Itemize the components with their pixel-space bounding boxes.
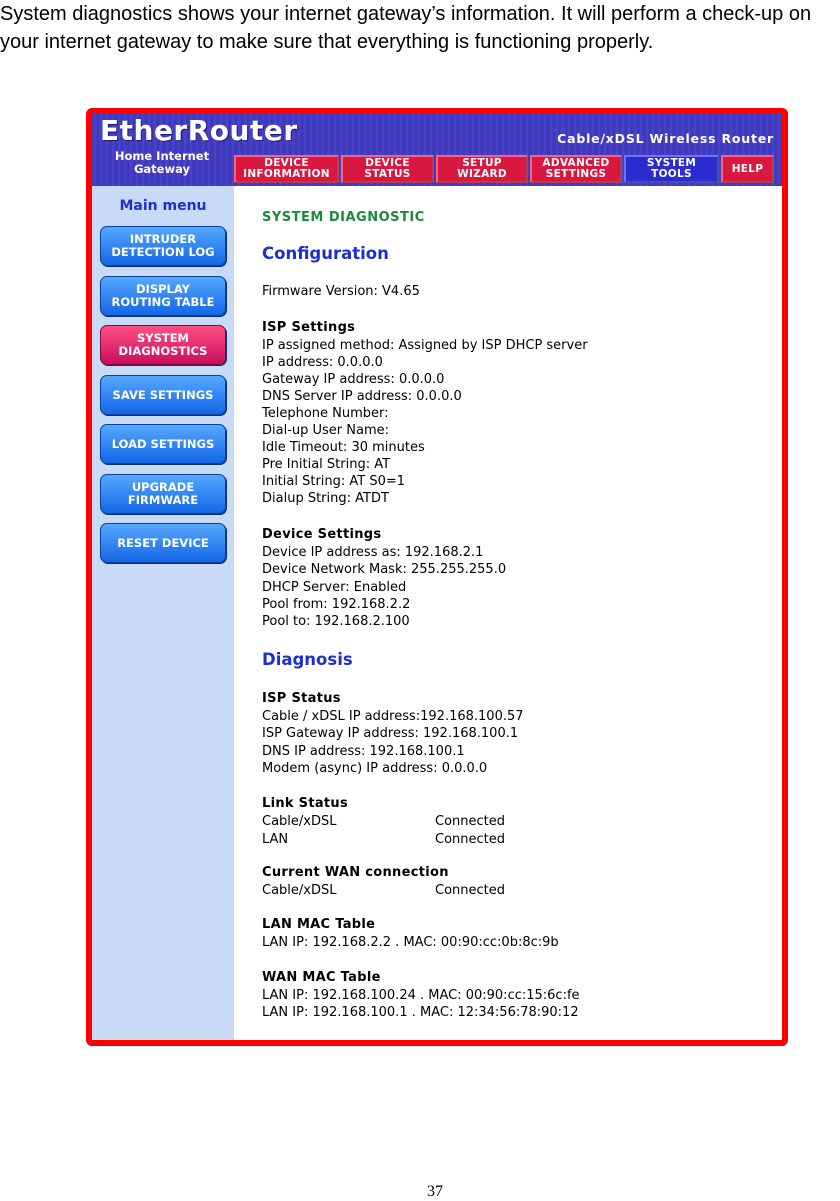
sidebar-title: Main menu bbox=[119, 198, 207, 214]
page-title: SYSTEM DIAGNOSTIC bbox=[262, 210, 425, 225]
info-line: Modem (async) IP address: 0.0.0.0 bbox=[262, 761, 488, 776]
tab-device-status[interactable]: DEVICE STATUS bbox=[341, 155, 434, 183]
sidebar bbox=[92, 186, 234, 1046]
wan-name: Cable/xDSL bbox=[262, 883, 337, 898]
isp-settings-title: ISP Settings bbox=[262, 320, 356, 335]
tab-system-tools[interactable]: SYSTEM TOOLS bbox=[624, 155, 719, 183]
info-line: DHCP Server: Enabled bbox=[262, 580, 407, 595]
info-line: IP address: 0.0.0.0 bbox=[262, 355, 383, 370]
info-line: Dialup String: ATDT bbox=[262, 491, 389, 506]
sidebar-item-upgrade-firmware[interactable]: UPGRADE FIRMWARE bbox=[100, 474, 226, 514]
info-line: DNS Server IP address: 0.0.0.0 bbox=[262, 389, 462, 404]
router-logo: EtherRouter bbox=[100, 114, 298, 147]
mac-entry: LAN IP: 192.168.100.24 . MAC: 00:90:cc:15:6c:fe bbox=[262, 988, 580, 1003]
section-configuration: Configuration bbox=[262, 244, 389, 263]
link-status-title: Link Status bbox=[262, 796, 349, 811]
info-line: Telephone Number: bbox=[262, 406, 389, 421]
wan-mac-table-title: WAN MAC Table bbox=[262, 970, 381, 985]
link-state: Connected bbox=[435, 832, 506, 847]
link-name: LAN bbox=[262, 832, 289, 847]
device-settings-title: Device Settings bbox=[262, 527, 382, 542]
link-status-row bbox=[262, 813, 505, 830]
link-status-row bbox=[262, 831, 505, 848]
info-line: Device IP address as: 192.168.2.1 bbox=[262, 545, 484, 560]
link-name: Cable/xDSL bbox=[262, 814, 337, 829]
top-nav bbox=[234, 155, 776, 186]
section-diagnosis: Diagnosis bbox=[262, 650, 353, 669]
sidebar-item-save-settings[interactable]: SAVE SETTINGS bbox=[100, 375, 226, 415]
info-line: Idle Timeout: 30 minutes bbox=[262, 440, 425, 455]
info-line: Device Network Mask: 255.255.255.0 bbox=[262, 562, 507, 577]
info-line: Cable / xDSL IP address:192.168.100.57 bbox=[262, 709, 524, 724]
info-line: IP assigned method: Assigned by ISP DHCP server bbox=[262, 338, 588, 353]
product-name: Cable/xDSL Wireless Router bbox=[557, 131, 774, 146]
info-line: Pool from: 192.168.2.2 bbox=[262, 597, 411, 612]
firmware-version: Firmware Version: V4.65 bbox=[262, 284, 420, 299]
info-line: ISP Gateway IP address: 192.168.100.1 bbox=[262, 726, 519, 741]
tab-advanced-settings[interactable]: ADVANCED SETTINGS bbox=[530, 155, 622, 183]
tab-device-information[interactable]: DEVICE INFORMATION bbox=[234, 155, 339, 183]
router-header bbox=[92, 114, 782, 186]
mac-entry: LAN IP: 192.168.100.1 . MAC: 12:34:56:78:90:12 bbox=[262, 1005, 579, 1020]
lan-mac-table-title: LAN MAC Table bbox=[262, 917, 376, 932]
router-tagline: Home Internet Gateway bbox=[114, 149, 210, 176]
page-number: 37 bbox=[427, 1183, 443, 1200]
info-line: DNS IP address: 192.168.100.1 bbox=[262, 744, 465, 759]
sidebar-item-reset-device[interactable]: RESET DEVICE bbox=[100, 523, 226, 563]
info-line: Pool to: 192.168.2.100 bbox=[262, 614, 410, 629]
tab-setup-wizard[interactable]: SETUP WIZARD bbox=[436, 155, 528, 183]
intro-paragraph: System diagnostics shows your internet gateway’s information. It will perform a check-up on your internet gateway to make sure that everything is functioning properly. bbox=[0, 3, 812, 53]
isp-status-title: ISP Status bbox=[262, 691, 341, 706]
tab-help[interactable]: HELP bbox=[721, 155, 774, 183]
sidebar-item-system-diagnostics[interactable]: SYSTEM DIAGNOSTICS bbox=[100, 325, 226, 365]
current-wan-row bbox=[262, 882, 505, 899]
wan-state: Connected bbox=[435, 883, 506, 898]
sidebar-item-load-settings[interactable]: LOAD SETTINGS bbox=[100, 424, 226, 464]
info-line: Dial-up User Name: bbox=[262, 423, 390, 438]
current-wan-title: Current WAN connection bbox=[262, 865, 449, 880]
info-line: Gateway IP address: 0.0.0.0 bbox=[262, 372, 445, 387]
info-line: Pre Initial String: AT bbox=[262, 457, 391, 472]
sidebar-item-display-routing-table[interactable]: DISPLAY ROUTING TABLE bbox=[100, 276, 226, 316]
link-state: Connected bbox=[435, 814, 506, 829]
info-line: Initial String: AT S0=1 bbox=[262, 474, 406, 489]
diagnostic-content bbox=[234, 186, 782, 1046]
router-screenshot-frame bbox=[86, 108, 788, 1046]
mac-entry: LAN IP: 192.168.2.2 . MAC: 00:90:cc:0b:8c:9b bbox=[262, 935, 559, 950]
sidebar-item-intruder-detection-log[interactable]: INTRUDER DETECTION LOG bbox=[100, 226, 226, 266]
